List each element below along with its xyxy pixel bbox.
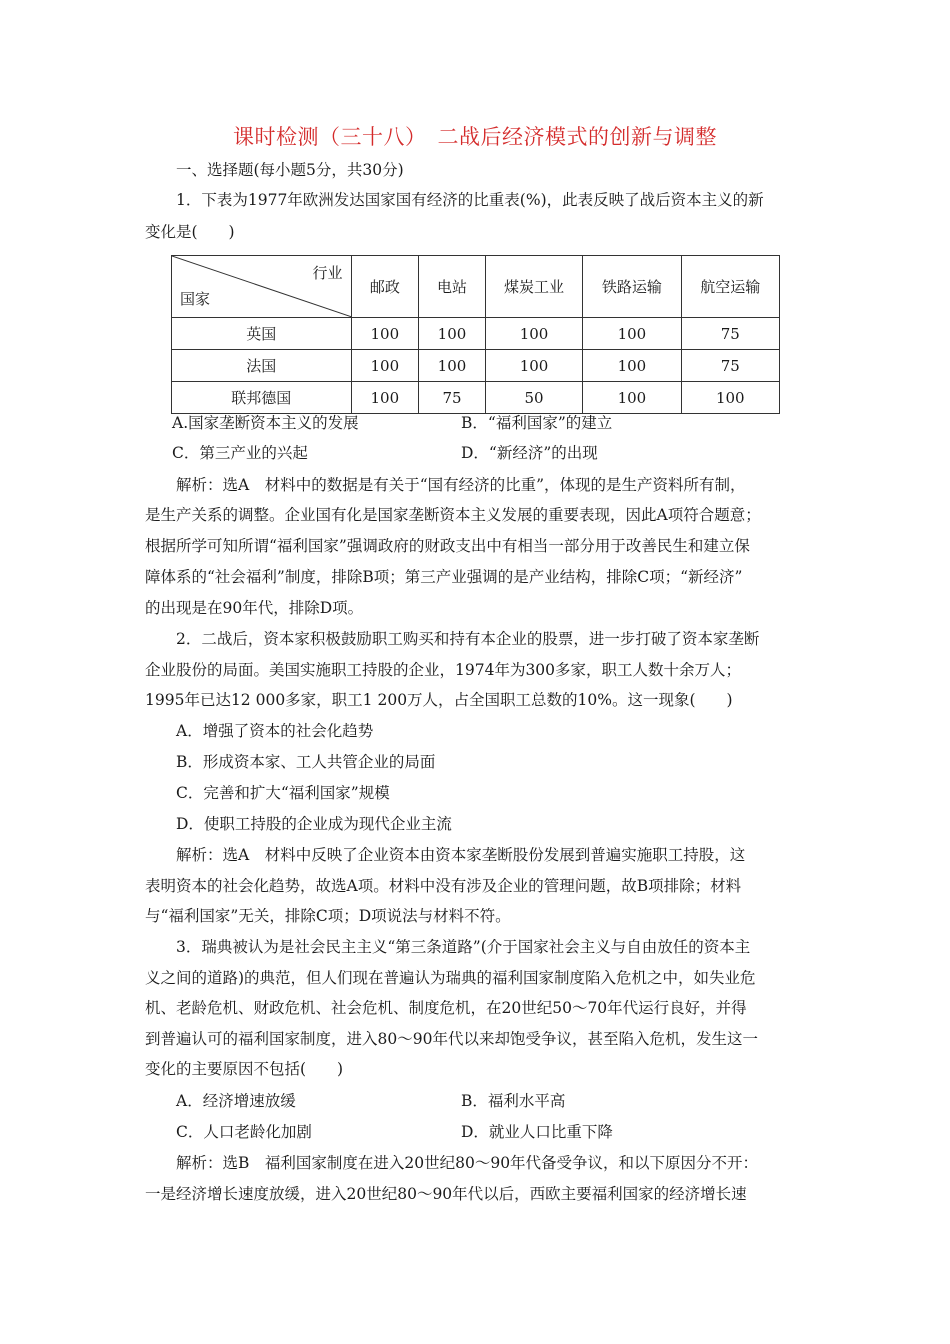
page-title: 课时检测（三十八） 二战后经济模式的创新与调整: [233, 125, 717, 149]
q1-analysis-line: 解析：选A 材料中的数据是有关于“国有经济的比重”，体现的是生产资料所有制，: [176, 476, 746, 494]
row-header-country: 联邦德国: [172, 382, 352, 414]
table-cell: 50: [485, 382, 582, 414]
q3-option-c[interactable]: C．人口老龄化加剧: [176, 1123, 312, 1141]
q3-analysis-line: 解析：选B 福利国家制度在进入20世纪80～90年代备受争议，和以下原因分不开：: [176, 1154, 759, 1172]
q3-analysis-line: 一是经济增长速度放缓，进入20世纪80～90年代以后，西欧主要福利国家的经济增长速: [145, 1185, 747, 1203]
q3-stem-line: 机、老龄危机、财政危机、社会危机、制度危机，在20世纪50～70年代运行良好，并得: [145, 999, 747, 1017]
q2-analysis-line: 表明资本的社会化趋势，故选A项。材料中没有涉及企业的管理问题，故B项排除；材料: [145, 877, 742, 895]
q1-analysis-line: 的出现是在90年代，排除D项。: [145, 599, 364, 617]
table-cell: 100: [485, 318, 582, 350]
column-header: 航空运输: [681, 256, 779, 318]
table-cell: 100: [583, 350, 681, 382]
table-cell: 100: [419, 318, 486, 350]
table-row: [172, 318, 780, 350]
q2-analysis-line: 解析：选A 材料中反映了企业资本由资本家垄断股份发展到普遍实施职工持股，这: [176, 846, 746, 864]
q1-option-c[interactable]: C．第三产业的兴起: [172, 444, 308, 462]
table-cell: 100: [419, 350, 486, 382]
column-header: 邮政: [351, 256, 419, 318]
table-cell: 100: [583, 382, 681, 414]
state-economy-table: [171, 255, 780, 414]
q2-option-b[interactable]: B．形成资本家、工人共管企业的局面: [176, 753, 436, 771]
q3-option-a[interactable]: A．经济增速放缓: [176, 1092, 296, 1110]
table-header-row: [172, 256, 780, 318]
q2-stem-line: 企业股份的局面。美国实施职工持股的企业，1974年为300多家，职工人数十余万人；: [145, 661, 742, 679]
q3-stem-line: 变化的主要原因不包括( ): [145, 1060, 344, 1078]
q1-stem-line: 1．下表为1977年欧洲发达国家国有经济的比重表(%)，此表反映了战后资本主义的新: [176, 191, 764, 209]
table-cell: 100: [681, 382, 779, 414]
q1-analysis-line: 根据所学可知所谓“福利国家”强调政府的财政支出中有相当一部分用于改善民生和建立保: [145, 537, 750, 555]
q1-stem-line: 变化是( ): [145, 223, 235, 241]
q2-stem-line: 1995年已达12 000多家，职工1 200万人，占全国职工总数的10%。这一现象( ): [145, 691, 733, 709]
table-cell: 100: [351, 382, 419, 414]
table-row: [172, 350, 780, 382]
corner-label-country: 国家: [180, 290, 211, 308]
column-header: 煤炭工业: [485, 256, 582, 318]
q3-option-b[interactable]: B．福利水平高: [461, 1092, 566, 1110]
table-cell: 100: [583, 318, 681, 350]
table-corner-cell: [172, 256, 352, 318]
q1-analysis-line: 障体系的“社会福利”制度，排除B项；第三产业强调的是产业结构，排除C项；“新经济”: [145, 568, 743, 586]
q2-option-c[interactable]: C．完善和扩大“福利国家”规模: [176, 784, 390, 802]
table-cell: 75: [681, 350, 779, 382]
q1-analysis-line: 是生产关系的调整。企业国有化是国家垄断资本主义发展的重要表现，因此A项符合题意；: [145, 506, 761, 524]
table-cell: 100: [485, 350, 582, 382]
column-header: 电站: [419, 256, 486, 318]
q1-option-a[interactable]: A.国家垄断资本主义的发展: [172, 414, 359, 432]
table-cell: 75: [419, 382, 486, 414]
row-header-country: 英国: [172, 318, 352, 350]
q2-option-d[interactable]: D．使职工持股的企业成为现代企业主流: [176, 815, 452, 833]
table-row: [172, 382, 780, 414]
q2-stem-line: 2．二战后，资本家积极鼓励职工购买和持有本企业的股票，进一步打破了资本家垄断: [176, 630, 760, 648]
q3-stem-line: 到普遍认可的福利国家制度，进入80～90年代以来却饱受争议，甚至陷入危机，发生这一: [145, 1030, 758, 1048]
q2-option-a[interactable]: A．增强了资本的社会化趋势: [176, 722, 374, 740]
table-cell: 100: [351, 350, 419, 382]
q2-analysis-line: 与“福利国家”无关，排除C项；D项说法与材料不符。: [145, 907, 511, 925]
q3-stem-line: 3．瑞典被认为是社会民主主义“第三条道路”(介于国家社会主义与自由放任的资本主: [176, 938, 751, 956]
q3-option-d[interactable]: D．就业人口比重下降: [461, 1123, 613, 1141]
table-cell: 100: [351, 318, 419, 350]
column-header: 铁路运输: [583, 256, 681, 318]
q1-option-d[interactable]: D．“新经济”的出现: [461, 444, 598, 462]
corner-label-industry: 行业: [312, 264, 343, 282]
section-heading: 一、选择题(每小题5分，共30分): [176, 161, 404, 179]
row-header-country: 法国: [172, 350, 352, 382]
q1-option-b[interactable]: B．“福利国家”的建立: [461, 414, 613, 432]
q3-stem-line: 义之间的道路)的典范，但人们现在普遍认为瑞典的福利国家制度陷入危机之中，如失业危: [145, 969, 756, 987]
table-cell: 75: [681, 318, 779, 350]
